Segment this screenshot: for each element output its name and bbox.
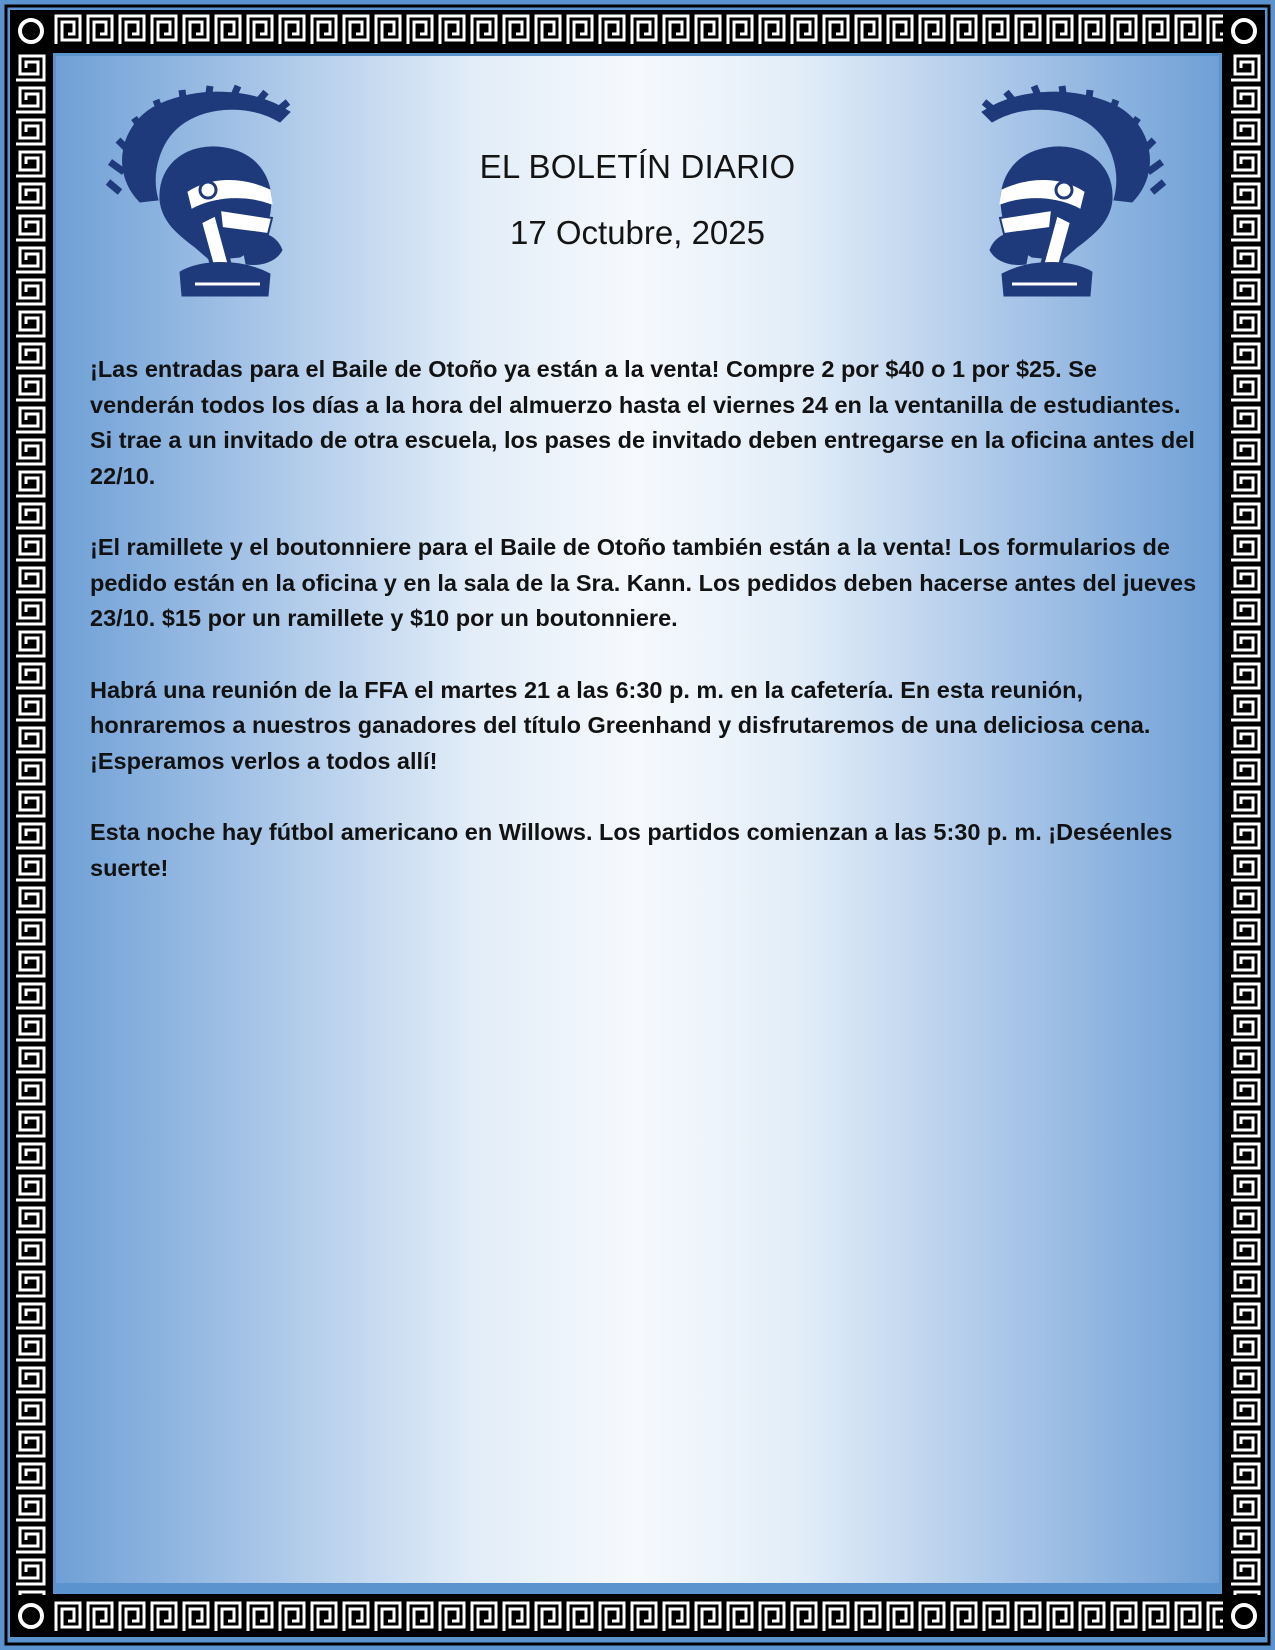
trojan-helmet-icon [962, 82, 1172, 302]
corner-circle-icon [1223, 10, 1265, 52]
bulletin-title: EL BOLETÍN DIARIO [479, 148, 796, 185]
announcement-paragraph: Habrá una reunión de la FFA el martes 21 a las 6:30 p. m. en la cafetería. En esta reunión, honraremos a nuestros ganadores del título Greenhand y disfrutaremos de una deliciosa cena. ¡Esperamos verlos a todos allí! [90, 676, 1151, 774]
announcement-paragraph: ¡El ramillete y el boutonniere para el Baile de Otoño también están a la venta! Los formularios de pedido están en la oficina y en la sala de la Sra. Kann. Los pedidos deben hacerse antes del jueves 23/10. $15 por un ramillete y $10 por un boutonniere. [90, 534, 1197, 631]
corner-circle-icon [10, 10, 52, 52]
announcement-paragraph: Esta noche hay fútbol americano en Willows. Los partidos comienzan a las 5:30 p. m. ¡Deséenles suerte! [90, 819, 1173, 881]
corner-circle-icon [10, 1595, 52, 1637]
announcement-paragraph: ¡Las entradas para el Baile de Otoño ya están a la venta! Compre 2 por $40 o 1 por $25. Se venderán todos los días a la hora del almuerzo hasta el viernes 24 en la ventanilla de estudiantes. Si trae a un invitado de otra escuela, los pases de invitado deben entregarse en la oficina antes del 22/10. [90, 356, 1195, 489]
trojan-helmet-icon [100, 82, 310, 302]
bulletin-content [90, 352, 1200, 922]
corner-circle-icon [1223, 1595, 1265, 1637]
bulletin-date: 17 Octubre, 2025 [509, 214, 765, 251]
